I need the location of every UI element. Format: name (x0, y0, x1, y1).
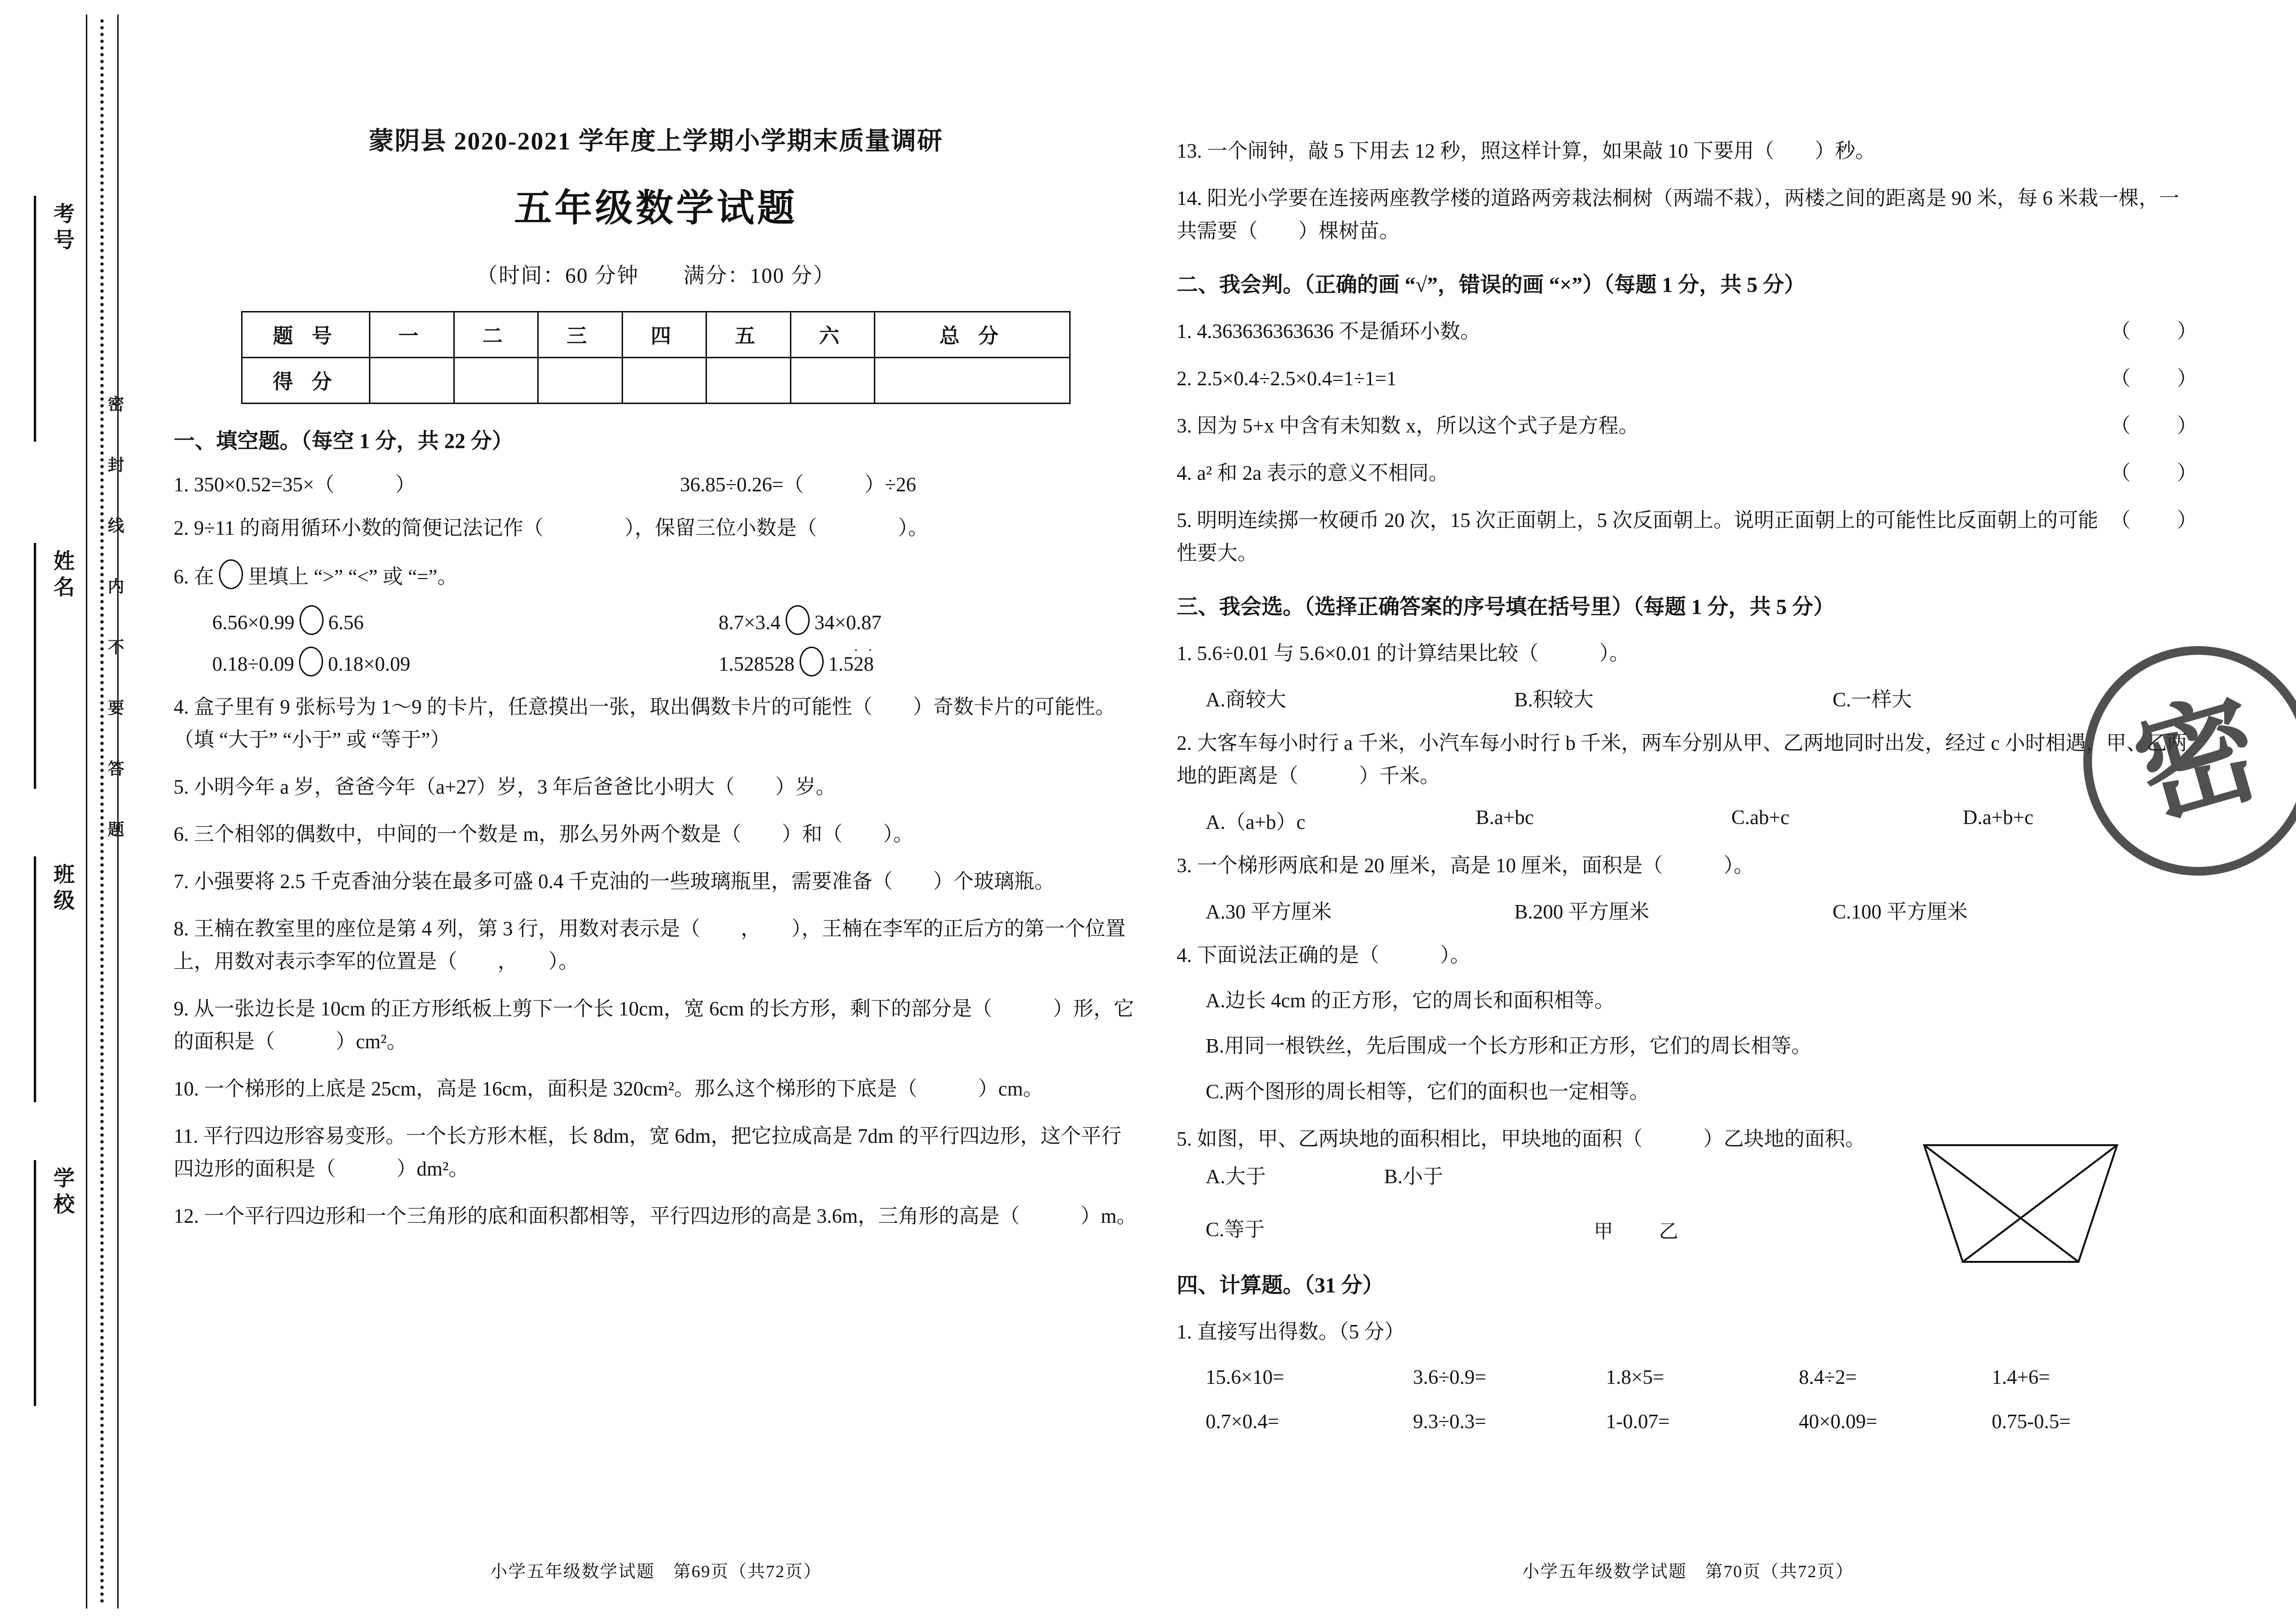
score-table-label-score: 得 分 (242, 358, 370, 404)
trapezoid-outline (1924, 1145, 2117, 1262)
section-4-heading: 四、计算题。（31 分） (1177, 1273, 1384, 1297)
footer-right: 小学五年级数学试题 第70页（共72页） (1522, 1562, 1854, 1581)
score-cell-6: 六 (790, 312, 875, 358)
seal-line-text: 密封线内不要答题 (105, 395, 123, 881)
mc-question-1: 1. 5.6÷0.01 与 5.6×0.01 的计算结果比较（ ）。 (1177, 643, 1630, 665)
question-12: 12. 一个平行四边形和一个三角形的底和面积都相等，平行四边形的高是 3.6m，三角形的高是（ ）m。 (174, 1205, 1137, 1228)
right-column (1177, 0, 2199, 1434)
calc-item-1[interactable]: 15.6×10= (1206, 1366, 1284, 1389)
mc-question-2: 2. 大客车每小时行 a 千米，小汽车每小时行 b 千米，两车分别从甲、乙两地同时出发，经过 c 小时相遇，甲、乙两地的距离是（ ）千米。 (1177, 732, 2187, 788)
question-10: 10. 一个梯形的上底是 25cm，高是 16cm，面积是 320cm²。那么这个梯形的下底是（ ）cm。 (174, 1078, 1044, 1101)
tf-bracket-3[interactable]: （ ） (2110, 415, 2199, 438)
binding-sidebar (0, 0, 159, 1623)
question-3-tail: 里填上 “>” “<” 或 “=”。 (248, 566, 458, 589)
score-table (241, 311, 1071, 404)
question-14: 14. 阳光小学要在连接两座教学楼的道路两旁栽法桐树（两端不栽），两楼之间的距离是 90 米，每 6 米栽一棵，一共需要（ ）棵树苗。 (1177, 188, 2180, 243)
mc-question-3: 3. 一个梯形两底和是 20 厘米，高是 10 厘米，面积是（ ）。 (1177, 855, 1754, 878)
calc-item-2[interactable]: 3.6÷0.9= (1413, 1366, 1486, 1389)
compare-1-left: 6.56×0.99 (212, 612, 295, 635)
compare-4-repeat: 28 (854, 653, 874, 676)
question-11: 11. 平行四边形容易变形。一个长方形木框，长 8dm，宽 6dm，把它拉成高是 7dm 的平行四边形，这个平行四边形的面积是（ ）dm²。 (174, 1125, 1122, 1181)
diagonal-left (1924, 1145, 2079, 1262)
tf-bracket-1[interactable]: （ ） (2110, 321, 2199, 343)
score-blank-5[interactable] (706, 358, 791, 404)
field-name: 姓名 (46, 550, 77, 675)
repeating-decimal-group (854, 642, 883, 676)
calc-item-4[interactable]: 8.4÷2= (1799, 1366, 1857, 1389)
seal-character: 密 (2121, 679, 2275, 842)
section-2-heading: 二、我会判。（正确的画 “√”，错误的画 “×”）（每题 1 分，共 5 分） (1177, 273, 1806, 297)
calc-item-3[interactable]: 1.8×5= (1606, 1366, 1664, 1389)
section-3-heading: 三、我会选。（选择正确答案的序号填在括号里）（每题 1 分，共 5 分） (1177, 595, 1834, 619)
score-table-label-question: 题 号 (242, 312, 370, 358)
compare-row-1 (174, 605, 1138, 635)
score-blank-3[interactable] (538, 358, 623, 404)
mc-2-option-a[interactable]: A.（a+b）c (1206, 812, 1305, 834)
mc-question-5: 5. 如图，甲、乙两块地的面积相比，甲块地的面积（ ）乙块地的面积。 (1177, 1128, 1866, 1150)
mc-4-option-c[interactable]: C.两个图形的周长相等，它们的面积也一定相等。 (1206, 1081, 1650, 1103)
question-6: 6. 三个相邻的偶数中，中间的一个数是 m，那么另外两个数是（ ）和（ ）。 (174, 824, 914, 846)
question-1b: 36.85÷0.26=（ ）÷26 (680, 474, 916, 496)
tf-text-1: 1. 4.363636363636 不是循环小数。 (1177, 321, 1481, 343)
question-3-lead: 6. 在 (174, 566, 215, 589)
compare-item-3 (212, 647, 719, 676)
mc-3-option-b[interactable]: B.200 平方厘米 (1514, 901, 1650, 924)
tf-text-4: 4. a² 和 2a 表示的意义不相同。 (1177, 462, 1449, 485)
calc-item-9[interactable]: 40×0.09= (1799, 1410, 1877, 1433)
score-cell-5: 五 (706, 312, 791, 358)
score-blank-6[interactable] (790, 358, 875, 404)
question-4: 4. 盒子里有 9 张标号为 1～9 的卡片，任意摸出一张，取出偶数卡片的可能性（ ）奇数卡片的可能性。（填 “大于” “小于” 或 “等于”） (174, 696, 1116, 752)
tf-bracket-5[interactable]: （ ） (2110, 510, 2199, 532)
compare-3-left: 0.18÷0.09 (212, 653, 295, 676)
circle-blank-icon[interactable] (299, 605, 324, 635)
tf-text-5: 5. 明明连续掷一枚硬币 20 次，15 次正面朝上，5 次反面朝上。说明正面朝上的可能性比反面朝上的可能性要大。 (1177, 510, 2099, 565)
exam-title-line1: 蒙阴县 2020-2021 学年度上学期小学期末质量调研 (368, 128, 943, 155)
footer-left: 小学五年级数学试题 第69页（共72页） (489, 1562, 822, 1581)
score-cell-total: 总 分 (875, 312, 1070, 358)
compare-2-left: 8.7×3.4 (719, 612, 781, 635)
trapezoid-figure (1919, 1141, 2122, 1271)
compare-2-right: 34×0.87 (814, 612, 882, 635)
calc-question-1: 1. 直接写出得数。（5 分） (1177, 1321, 1405, 1343)
tf-text-3: 3. 因为 5+x 中含有未知数 x，所以这个式子是方程。 (1177, 415, 1639, 438)
field-exam-number: 考号 (46, 203, 77, 328)
section-1-heading: 一、填空题。（每空 1 分，共 22 分） (174, 429, 513, 453)
mc-question-4: 4. 下面说法正确的是（ ）。 (1177, 945, 1471, 967)
figure-label-yi: 乙 (1659, 1220, 1678, 1242)
compare-4-right-prefix: 1.5 (828, 653, 854, 676)
question-3-compare-instruction (174, 559, 1138, 594)
compare-row-2 (174, 642, 1138, 676)
calc-item-10[interactable]: 0.75-0.5= (1992, 1410, 2071, 1433)
tf-bracket-4[interactable]: （ ） (2110, 462, 2199, 485)
compare-item-4 (719, 642, 883, 676)
left-column (174, 0, 1138, 1233)
mc-4-option-a[interactable]: A.边长 4cm 的正方形，它的周长和面积相等。 (1206, 990, 1615, 1013)
score-cell-4: 四 (622, 312, 706, 358)
mc-2-option-b[interactable]: B.a+bc (1476, 807, 1534, 829)
field-class: 班级 (46, 863, 77, 988)
tf-item-5 (1177, 504, 2199, 570)
score-blank-2[interactable] (454, 358, 538, 404)
mc-5-option-c[interactable]: C.等于 (1206, 1218, 1265, 1241)
circle-blank-icon[interactable] (800, 647, 824, 676)
mc-5-options-and-figure (1177, 1156, 2199, 1257)
mc-1-option-c[interactable]: C.一样大 (1833, 689, 1912, 712)
exam-title-line2: 五年级数学试题 (514, 187, 798, 229)
calc-row-2 (1177, 1410, 2199, 1434)
tf-bracket-2[interactable]: （ ） (2110, 368, 2199, 391)
mc-3-option-c[interactable]: C.100 平方厘米 (1833, 901, 1968, 924)
calc-item-5[interactable]: 1.4+6= (1992, 1366, 2050, 1389)
compare-item-2 (719, 605, 882, 635)
mc-3-option-a[interactable]: A.30 平方厘米 (1206, 901, 1332, 924)
compare-item-1 (212, 605, 719, 635)
circle-blank-icon[interactable] (786, 605, 810, 635)
score-cell-2: 二 (454, 312, 538, 358)
question-13: 13. 一个闹钟，敲 5 下用去 12 秒，照这样计算，如果敲 10 下要用（ ）秒。 (1177, 140, 1876, 162)
mc-5-option-a[interactable]: A.大于 (1206, 1165, 1266, 1188)
sidebar-rule-left (86, 14, 87, 1609)
calc-item-7[interactable]: 9.3÷0.3= (1413, 1410, 1486, 1433)
compare-4-left: 1.528528 (719, 653, 795, 676)
question-2: 2. 9÷11 的商用循环小数的简便记法记作（ ），保留三位小数是（ ）。 (174, 517, 928, 540)
compare-3-right: 0.18×0.09 (328, 653, 410, 676)
calc-row-1 (1177, 1366, 2199, 1389)
tf-item-3 (1177, 410, 2199, 443)
question-9: 9. 从一张边长是 10cm 的正方形纸板上剪下一个长 10cm，宽 6cm 的长方形，剩下的部分是（ ）形，它的面积是（ ）cm²。 (174, 998, 1134, 1054)
question-7: 7. 小强要将 2.5 千克香油分装在最多可盛 0.4 千克油的一些玻璃瓶里，需要准备（ ）个玻璃瓶。 (174, 871, 1055, 893)
calc-item-6[interactable]: 0.7×0.4= (1206, 1410, 1279, 1433)
mc-1-option-a[interactable]: A.商较大 (1206, 689, 1286, 712)
score-cell-3: 三 (538, 312, 623, 358)
score-blank-4[interactable] (622, 358, 706, 404)
score-blank-1[interactable] (370, 358, 454, 404)
mc-2-option-c[interactable]: C.ab+c (1731, 807, 1790, 829)
tf-text-2: 2. 2.5×0.4÷2.5×0.4=1÷1=1 (1177, 368, 1397, 391)
mc-options-3 (1177, 896, 2199, 925)
tf-item-2 (1177, 363, 2199, 395)
table-row-question-numbers (242, 312, 1070, 358)
score-blank-total[interactable] (875, 358, 1070, 404)
figure-label-jia: 甲 (1594, 1220, 1613, 1242)
compare-1-right: 6.56 (328, 612, 364, 635)
circle-blank-icon[interactable] (299, 647, 323, 676)
exam-subtitle: （时间：60 分钟 满分：100 分） (476, 264, 835, 287)
table-row-scores (242, 358, 1070, 404)
mc-5-option-b[interactable]: B.小于 (1384, 1165, 1443, 1188)
field-school: 学校 (46, 1167, 77, 1292)
tf-item-4 (1177, 457, 2199, 490)
mc-options-2 (1177, 806, 2199, 835)
mc-2-option-d[interactable]: D.a+b+c (1963, 807, 2034, 829)
mc-1-option-b[interactable]: B.积较大 (1514, 689, 1594, 712)
question-8: 8. 王楠在教室里的座位是第 4 列，第 3 行，用数对表示是（ ， ），王楠在李军的正后方的第一个位置上，用数对表示李军的位置是（ ， ）。 (174, 918, 1126, 974)
calc-item-8[interactable]: 1-0.07= (1606, 1410, 1670, 1433)
repeat-dots-icon: ·· (854, 642, 883, 658)
question-1a: 1. 350×0.52=35×（ ） (174, 474, 416, 496)
question-1 (174, 469, 1138, 498)
score-cell-1: 一 (370, 312, 454, 358)
circle-blank-icon[interactable] (219, 559, 243, 589)
tf-item-1 (1177, 315, 2199, 348)
question-5: 5. 小明今年 a 岁，爸爸今年（a+27）岁，3 年后爸爸比小明大（ ）岁。 (174, 776, 836, 799)
mc-options-1 (1177, 684, 2199, 713)
diagonal-right (1963, 1145, 2117, 1262)
mc-4-option-b[interactable]: B.用同一根铁丝，先后围成一个长方形和正方形，它们的周长相等。 (1206, 1035, 1812, 1058)
